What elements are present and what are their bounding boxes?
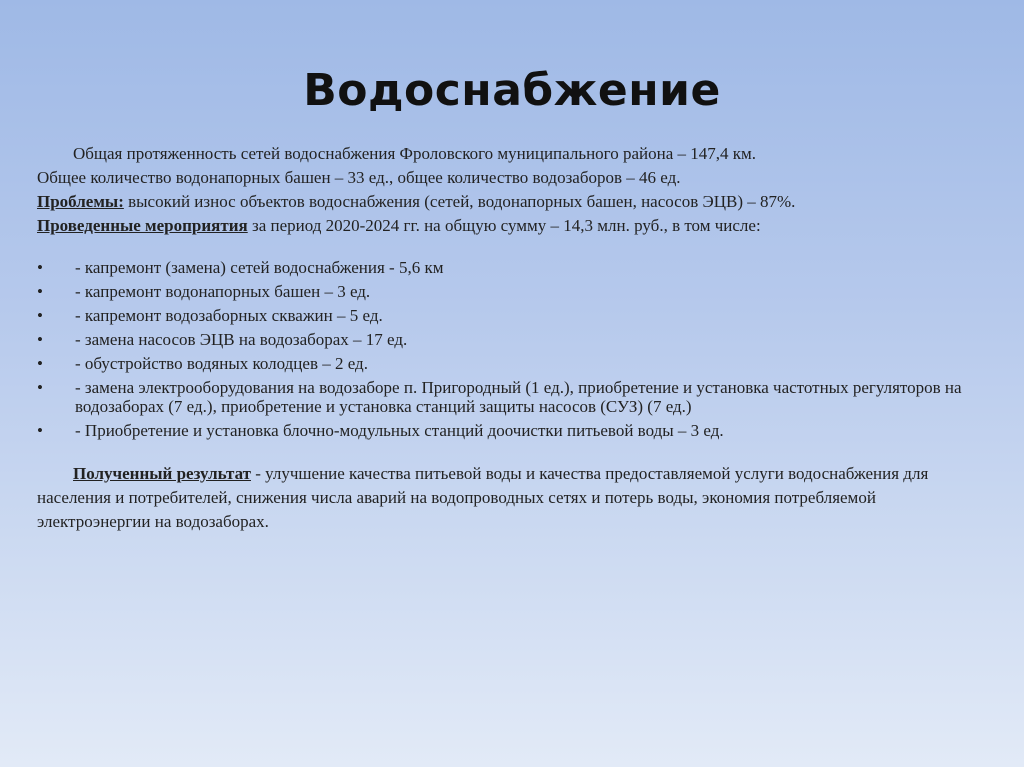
list-item: • - замена электрооборудования на водозаборе п. Пригородный (1 ед.), приобретение и установка частотных регуляторов на водозаборах (7 ед.), приобретение и установка станций защиты насосов (СУЗ) (7 ед.): [37, 378, 987, 416]
towers-count-text: Общее количество водонапорных башен – 33 ед., общее количество водозаборов – 46 ед.: [37, 168, 681, 187]
problems-text: высокий износ объектов водоснабжения (сетей, водонапорных башен, насосов ЭЦВ) – 87%.: [123, 192, 796, 211]
result-label: Полученный результат: [73, 464, 251, 483]
slide-title: Водоснабжение: [303, 65, 721, 117]
list-item: • - капремонт водонапорных башен – 3 ед.: [37, 282, 987, 301]
problems-paragraph: [37, 190, 987, 214]
measures-list: [37, 258, 987, 440]
measures-text: за период 2020-2024 гг. на общую сумму – 14,3 млн. руб., в том числе:: [247, 216, 761, 235]
slide-content: [37, 142, 987, 534]
list-item: • - Приобретение и установка блочно-модульных станций доочистки питьевой воды – 3 ед.: [37, 421, 987, 440]
list-item: • - капремонт (замена) сетей водоснабжения - 5,6 км: [37, 258, 987, 277]
list-item: • - замена насосов ЭЦВ на водозаборах – 17 ед.: [37, 330, 987, 349]
result-text: - улучшение качества питьевой воды и качества предоставляемой услуги водоснабжения для населения и потребителей, снижения числа аварий на водопроводных сетях и потерь воды, экономия потребляемой электроэнергии на водозаборах.: [37, 464, 929, 531]
network-length-text: Общая протяженность сетей водоснабжения Фроловского муниципального района – 147,4 км.: [73, 144, 757, 163]
problems-label: Проблемы:: [37, 192, 124, 211]
list-item: • - капремонт водозаборных скважин – 5 ед.: [37, 306, 987, 325]
measures-paragraph: [37, 214, 987, 238]
list-item: • - обустройство водяных колодцев – 2 ед.: [37, 354, 987, 373]
measures-label: Проведенные мероприятия: [37, 216, 248, 235]
result-paragraph: [37, 462, 987, 534]
